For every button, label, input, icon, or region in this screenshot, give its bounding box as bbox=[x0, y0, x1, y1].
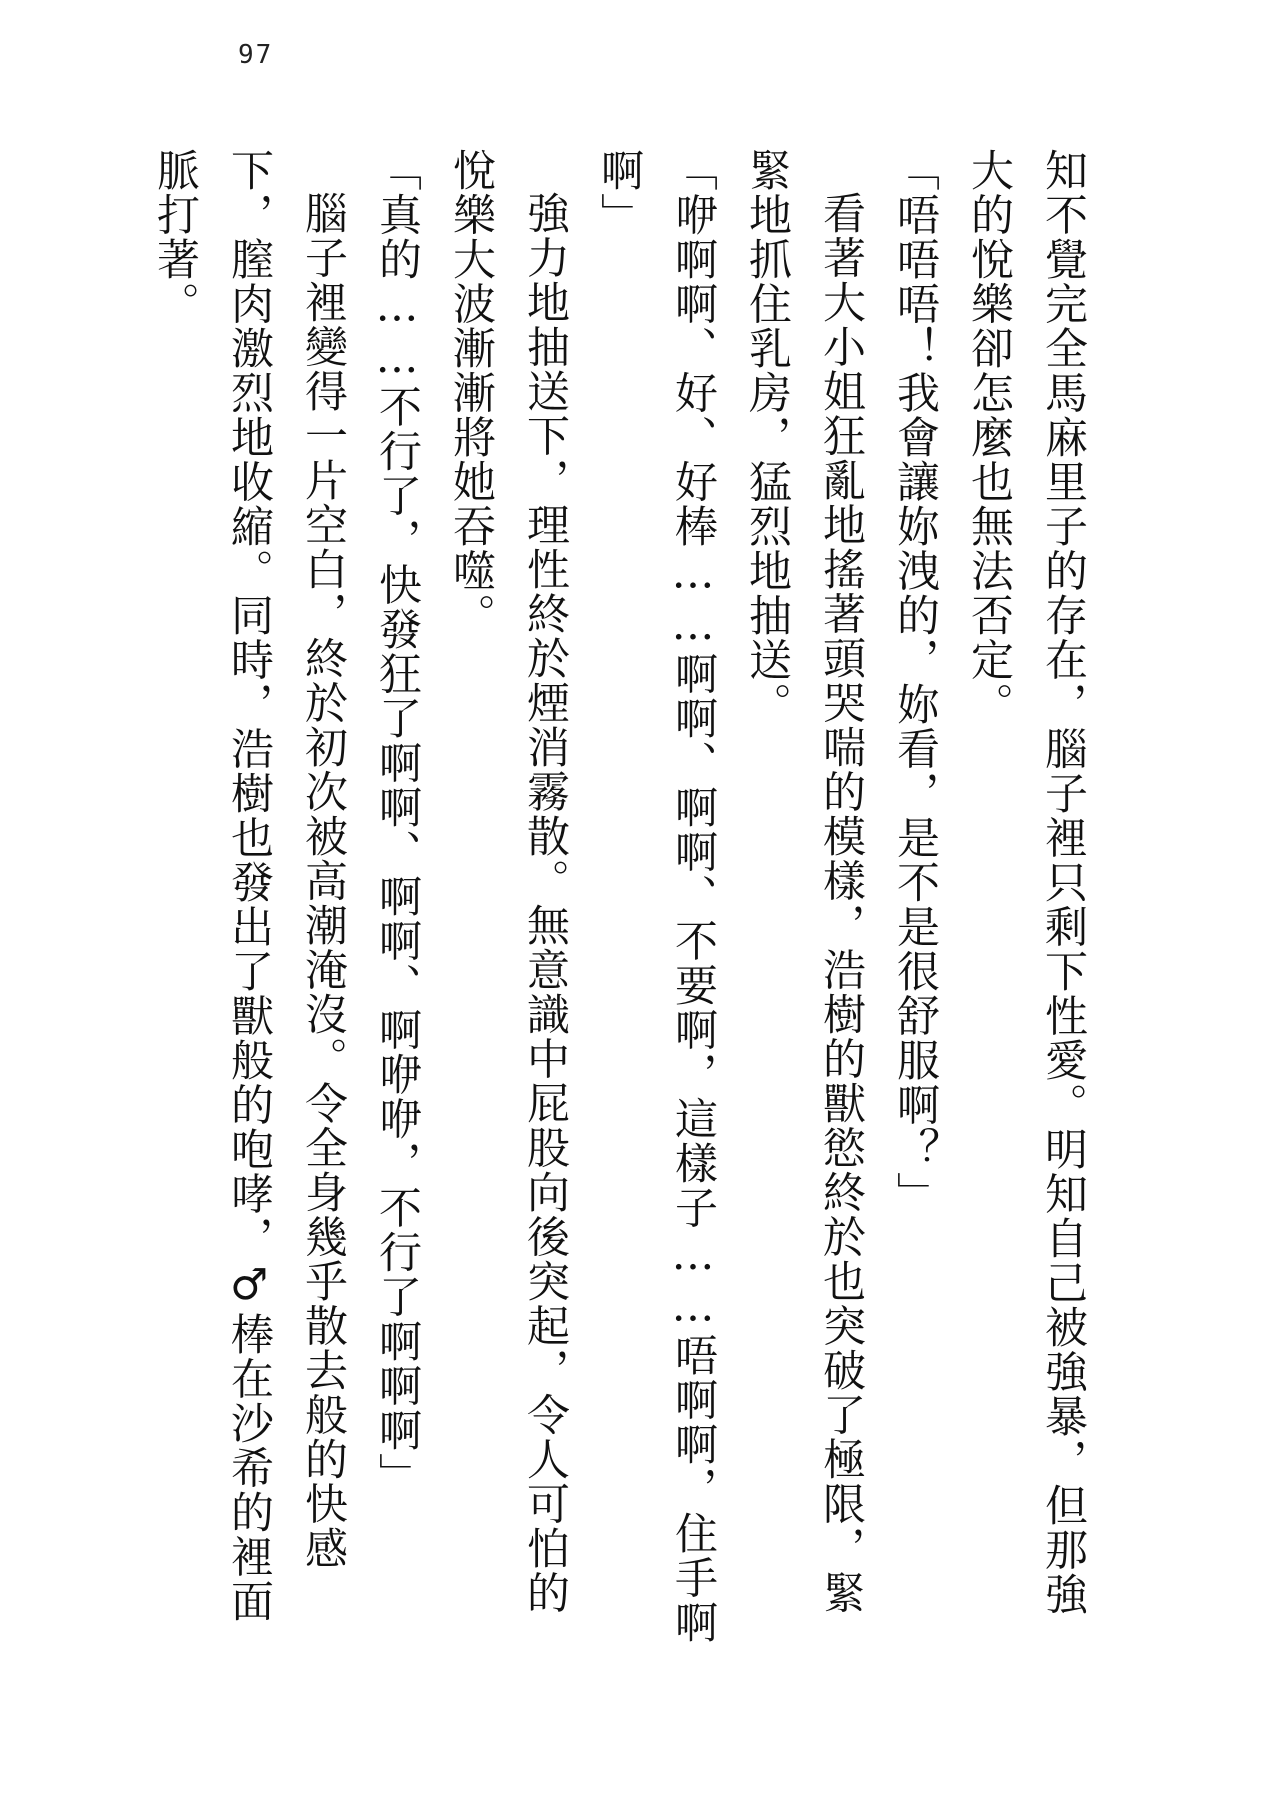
paragraph-6: 「真的……不行了，快發狂了啊啊、啊啊、啊咿咿，不行了啊啊啊」 bbox=[372, 148, 422, 1497]
paragraph-5: 強力地抽送下，理性終於煙消霧散。無意識中屁股向後突起，令人可怕的悅樂大波漸漸將她吞噬。 bbox=[446, 148, 570, 1615]
paragraph-7: 腦子裡變得一片空白，終於初次被高潮淹沒。令全身幾乎散去般的快感下，膣肉激烈地收縮。同時，浩樹也發出了獸般的咆哮，♂棒在沙希的裡面脈打著。 bbox=[150, 148, 348, 1624]
paragraph-1: 知不覺完全馬麻里子的存在，腦子裡只剩下性愛。明知自己被強暴，但那強大的悅樂卻怎麼也無法否定。 bbox=[964, 148, 1088, 1617]
page-number: 97 bbox=[238, 40, 274, 70]
paragraph-3: 看著大小姐狂亂地搖著頭哭喘的模樣，浩樹的獸慾終於也突破了極限，緊緊地抓住乳房，猛烈地抽送。 bbox=[742, 148, 866, 1615]
vertical-text-body bbox=[138, 148, 1100, 1648]
paragraph-4: 「咿啊啊、好、好棒……啊啊、啊啊、不要啊，這樣子……唔啊啊，住手啊啊」 bbox=[594, 148, 718, 1645]
paragraph-2: 「唔唔唔！我會讓妳洩的，妳看，是不是很舒服啊？」 bbox=[890, 148, 940, 1216]
